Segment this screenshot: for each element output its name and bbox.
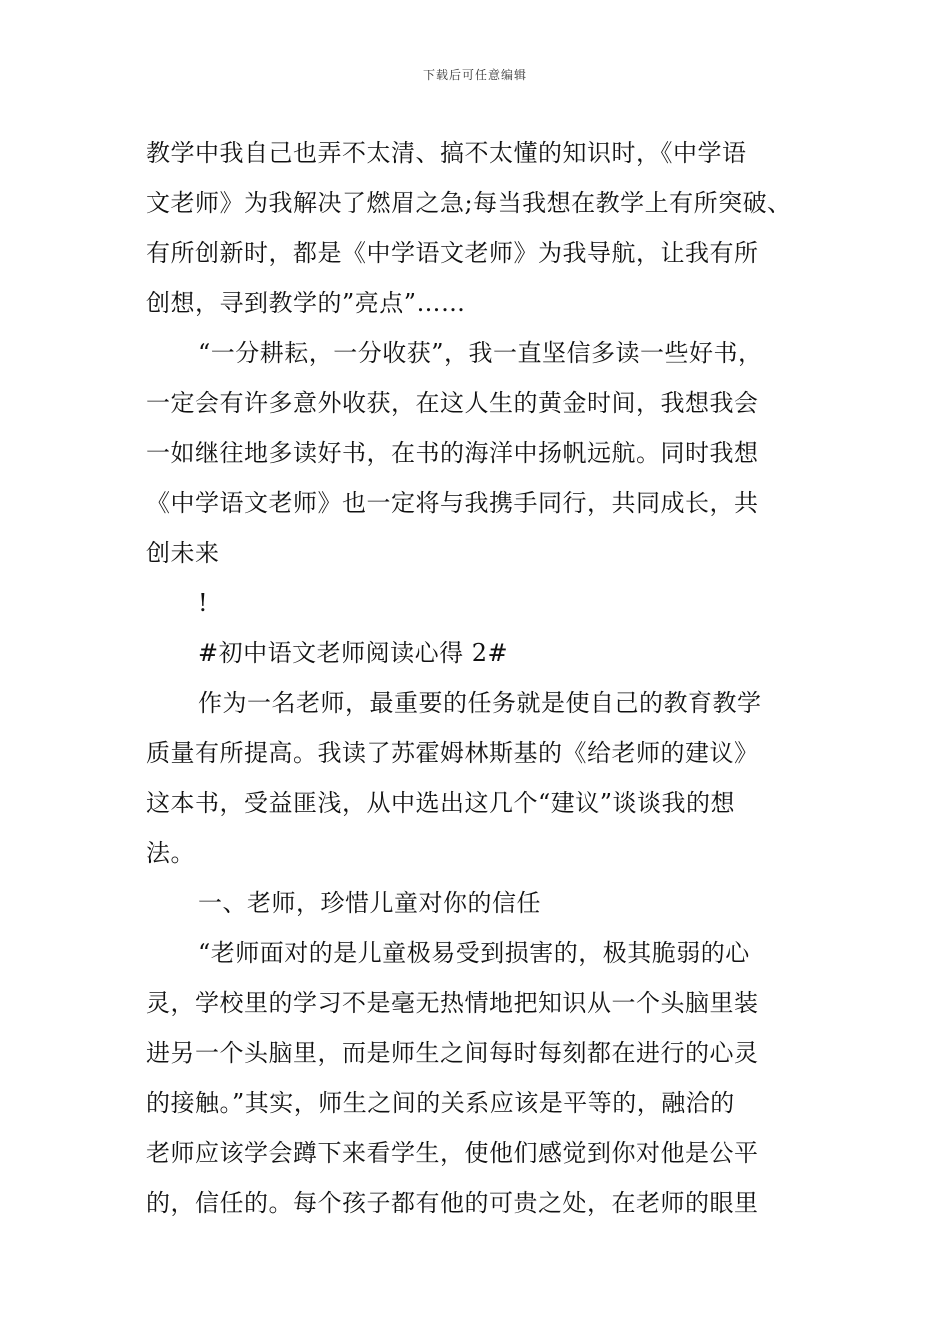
text-line: 教学中我自己也弄不太清、搞不太懂的知识时，《中学语 [146,139,747,167]
body-text [146,128,810,1228]
text-line: 这本书，受益匪浅，从中选出这几个“建议”谈谈我的想 [146,789,736,817]
text-line: 质量有所提高。我读了苏霍姆林斯基的《给老师的建议》 [146,739,759,767]
text-line: 的，信任的。每个孩子都有他的可贵之处，在老师的眼里 [146,1189,759,1217]
subsection-heading: 一、老师，珍惜儿童对你的信任 [198,889,541,917]
text-line: 的接触。”其实，师生之间的关系应该是平等的，融洽的 [146,1089,735,1117]
text-line: “一分耕耘，一分收获”，我一直坚信多读一些好书， [198,339,763,367]
text-line: 有所创新时，都是《中学语文老师》为我导航，让我有所 [146,239,759,267]
text-line: 创未来 [146,539,220,567]
text-line: 老师应该学会蹲下来看学生，使他们感觉到你对他是公平 [146,1139,759,1167]
text-line: 法。 [146,839,195,867]
text-line: 一定会有许多意外收获，在这人生的黄金时间，我想我会 [146,389,759,417]
text-line: ! [198,589,209,617]
text-line: 一如继往地多读好书，在书的海洋中扬帆远航。同时我想 [146,439,759,467]
text-line: 作为一名老师，最重要的任务就是使自己的教育教学 [198,689,762,717]
text-line: “老师面对的是儿童极易受到损害的，极其脆弱的心 [198,939,750,967]
page-header: 下载后可任意编辑 [422,68,527,82]
text-line: 进另一个头脑里，而是师生之间每时每刻都在进行的心灵 [146,1039,759,1067]
text-line: 灵，学校里的学习不是毫无热情地把知识从一个头脑里装 [146,989,759,1017]
text-line: 创想，寻到教学的”亮点”…… [146,289,466,317]
section-heading: #初中语文老师阅读心得 2# [198,639,509,667]
text-line: 文老师》为我解决了燃眉之急;每当我想在教学上有所突破、 [146,189,792,217]
text-line: 《中学语文老师》也一定将与我携手同行，共同成长，共 [146,489,759,517]
